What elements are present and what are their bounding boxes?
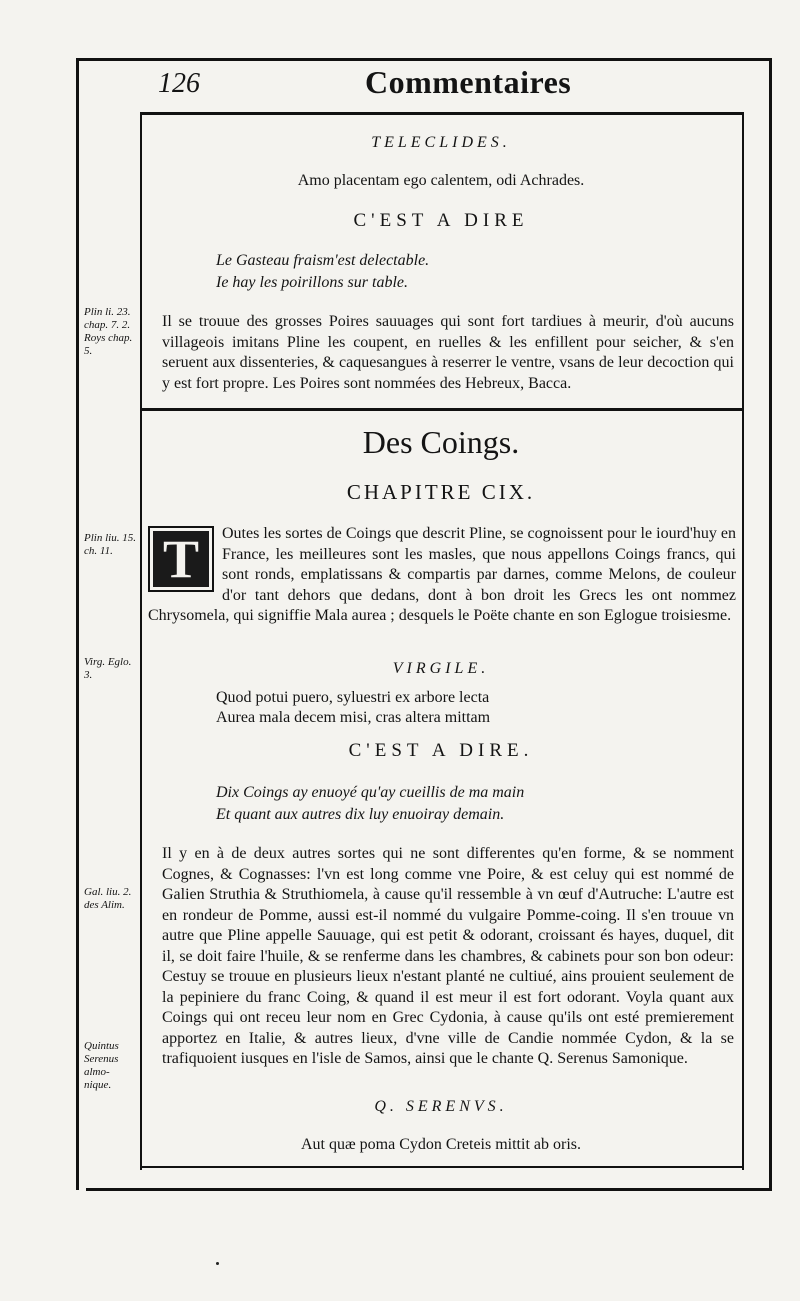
text-box-bottom-rule [140,1166,744,1168]
margin-note: Quintus Serenus almo- nique. [84,1040,119,1091]
chapter-number: CHAPITRE CIX. [346,480,536,504]
paragraph-sortes: Il y en à de deux autres sortes qui ne sont differentes qu'en forme, & se nomment Cognes, & Cognasses: l'vn est long comme vne Poire, & est celuy qui est nommé de Galien Struthia & Struthiomela, à cause qu'il ressemble à vn œuf d'Autruche: L'autre est en rondeur de Pomme, aussi est-il nommé du vulgaire Pomme-coing. Il s'en trouue vn autre que Pline appelle Sauuage, qui est petit & odorant, croissant és hayes, duquel, dit il, se doit faire l'huile, & se renferme dans les chambres, & cabinets pour son bon odeur: Cestuy se trouue en plusieurs lieux n'estant planté ne cultiué, ains prouient seulement de la pepiniere du franc Coing, & quand il est meur il est fort odorant. Voyla quant aux Coings qui ont receu leur nom en Grec Cydonia, à cause qu'ils ont esté premierement apportez en Italie, & autres lieux, d'vne ville de Candie nommée Cydon, & la se trafiquoient iusques en l'isle de Samos, ainsi que le chante Q. Serenus Samonique. [162,845,734,1067]
chapter-title: Des Coings. [362,424,520,460]
serenus-heading: Q. SERENVS. [374,1098,508,1115]
paragraph-coings [148,524,736,627]
cest-a-dire-heading: C'EST A DIRE [353,210,529,231]
virgile-heading: VIRGILE. [392,660,490,677]
paragraph-poires: Il se trouue des grosses Poires sauuages qui sont fort tardiues à meurir, d'où aucuns villageois imitans Pline les coupent, en ruelles & les enfillent pour seicher, & s'en seruent aux dissenteries, & caquesangues à reserrer le ventre, vsans de leur decoction qui y est fort propre. Les Poires sont nommées des Hebreux, Bacca. [162,313,734,392]
french-verses [146,782,736,826]
latin-verse: Aurea mala decem misi, cras altera mittam [216,709,491,726]
page-number: 126 [158,68,200,99]
running-title: Commentaires [365,64,572,100]
latin-line: Amo placentam ego calentem, odi Achrades. [297,172,585,189]
margin-note: Plin li. 23. chap. 7. 2. Roys chap. 5. [84,306,133,357]
closing-verse: Aut quæ poma Cydon Creteis mittit ab oris. [301,1136,581,1153]
dropcap-letter: T [148,526,214,592]
page-header [150,64,710,108]
french-translation [146,250,736,294]
french-line: Le Gasteau fraism'est delectable. [216,252,430,269]
french-verse: Et quant aux autres dix luy enuoiray demain. [216,806,505,823]
margin-note: Virg. Eglo. 3. [84,656,132,681]
bottom-rule [86,1188,772,1191]
section-divider [142,408,742,411]
margin-note: Plin liu. 15. ch. 11. [84,532,136,557]
french-verse: Dix Coings ay enuoyé qu'ay cueillis de ma main [216,784,525,801]
ink-speck [216,1262,219,1265]
paragraph-coings-text: Outes les sortes de Coings que descrit Pline, se cognoissent pour le iourd'huy en France, les meilleures sont les masles, que nous appellons Coings francs, qui sont ronds, emplatissans & compartis par darnes, comme Melons, de couleur d'or tant dehors que dedans, dont à bon droit les Grecs les ont nommez Chrysomela, qui signiffie Mala aurea ; desquels le Poëte chante en son Eglogue troisiesme. [148,525,736,624]
margin-note: Gal. liu. 2. des Alim. [84,886,132,911]
speaker-heading: TELECLIDES. [371,134,511,151]
latin-verse: Quod potui puero, syluestri ex arbore lecta [216,689,490,706]
french-line: Ie hay les poirillons sur table. [216,274,408,291]
cest-a-dire-heading-2: C'EST A DIRE. [348,740,534,761]
latin-verses [146,688,736,728]
